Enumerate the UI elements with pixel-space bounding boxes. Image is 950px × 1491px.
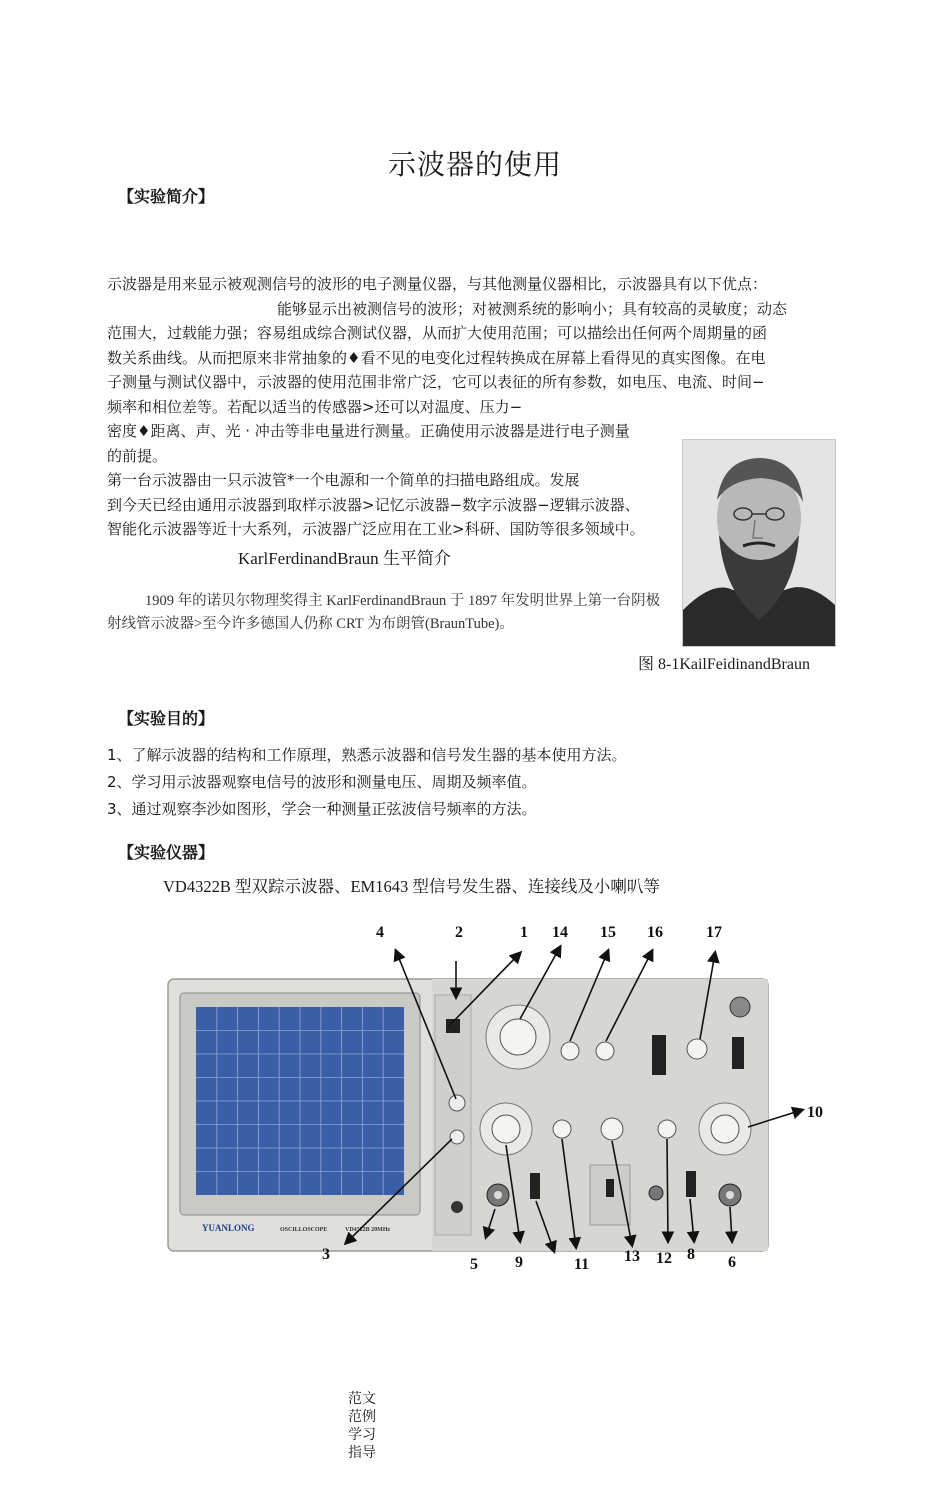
braun-bio-line: 1909 年的诺贝尔物理奖得主 KarlFerdinandBraun 于 1897 年发明世界上第一台阴极: [145, 593, 661, 609]
intensity-knob: [449, 1095, 465, 1111]
figure-caption: 图 8-1KailFeidinandBraun: [638, 656, 810, 673]
scope-model-label: OSCILLOSCOPE: [280, 1227, 328, 1233]
timebase-knob: [500, 1019, 536, 1055]
callout-6: 6: [728, 1254, 736, 1271]
callout-13: 13: [624, 1248, 640, 1265]
purpose-item: 3、通过观察李沙如图形，学会一种测量正弦波信号频率的方法。: [107, 800, 537, 818]
callout-8: 8: [687, 1246, 695, 1263]
footer-line: 学习: [348, 1427, 376, 1443]
focus-knob: [450, 1130, 464, 1144]
braun-portrait-image: [683, 440, 835, 646]
intro-line: 能够显示出被测信号的波形；对被测系统的影响小；具有较高的灵敏度；动态: [277, 299, 788, 318]
intro-paragraph-2: [107, 468, 682, 542]
purpose-item: 2、学习用示波器观察电信号的波形和测量电压、周期及频率值。: [107, 773, 537, 791]
callout-14: 14: [552, 924, 568, 941]
braun-bio-line: 射线管示波器>至今许多德国人仍称 CRT 为布朗管(BraunTube)。: [107, 616, 514, 632]
callout-10: 10: [807, 1104, 823, 1121]
intro-line: 第一台示波器由一只示波管*一个电源和一个简单的扫描电路组成。发展: [107, 471, 580, 489]
callout-4: 4: [376, 924, 384, 941]
callout-9: 9: [515, 1254, 523, 1271]
intro-line: 智能化示波器等近十大系列，示波器广泛应用在工业>科研、国防等很多领域中。: [107, 520, 645, 538]
callout-5: 5: [470, 1256, 478, 1273]
intro-line: 示波器是用来显示被观测信号的波形的电子测量仪器，与其他测量仪器相比，示波器具有以下优点：: [107, 275, 768, 293]
intro-line: 范围大，过载能力强；容易组成综合测试仪器，从而扩大使用范围；可以描绘出任何两个周期量的函: [107, 324, 768, 342]
intro-line: 到今天已经由通用示波器到取样示波器>记忆示波器−数字示波器−逻辑示波器、: [107, 495, 640, 514]
callout-11: 11: [574, 1256, 590, 1273]
callout-16: 16: [647, 924, 663, 941]
cal-terminal: [451, 1201, 463, 1213]
purpose-list: [107, 742, 847, 823]
intro-heading: 【实验简介】: [118, 187, 215, 206]
intro-line: 的前提。: [107, 446, 168, 465]
intro-line: 密度♦距离、声、光 · 冲击等非电量进行测量。正确使用示波器是进行电子测量: [107, 422, 630, 440]
footer-line: 范例: [348, 1409, 376, 1425]
callout-2: 2: [455, 924, 463, 941]
braun-bio: [107, 590, 682, 636]
footer-line: 范文: [348, 1391, 376, 1407]
instruments-text: VD4322B 型双踪示波器、EM1643 型信号发生器、连接线及小喇叭等: [163, 877, 660, 896]
intro-line: 数关系曲线。从而把原来非常抽象的♦看不见的电变化过程转换成在屏幕上看得见的真实图像。在电: [107, 348, 766, 367]
callout-17: 17: [706, 924, 722, 941]
callout-3: 3: [322, 1246, 330, 1263]
callout-15: 15: [600, 924, 616, 941]
braun-portrait: [682, 439, 836, 647]
callout-12: 12: [656, 1250, 672, 1267]
braun-heading: KarlFerdinandBraun 生平简介: [238, 549, 451, 568]
footer-line: 指导: [348, 1445, 376, 1461]
purpose-heading: 【实验目的】: [118, 709, 215, 728]
footer: [348, 1390, 376, 1462]
instruments-heading: 【实验仪器】: [118, 843, 215, 862]
intro-line: 频率和相位差等。若配以适当的传感器>还可以对温度、压力−: [107, 397, 523, 416]
scope-brand: YUANLONG: [202, 1223, 255, 1233]
purpose-item: 1、了解示波器的结构和工作原理，熟悉示波器和信号发生器的基本使用方法。: [107, 746, 627, 764]
oscilloscope-figure: [150, 915, 850, 1280]
callout-1: 1: [520, 924, 528, 941]
intro-line: 子测量与测试仪器中，示波器的使用范围非常广泛，它可以表征的所有参数，如电压、电流、时间−: [107, 373, 765, 391]
scope-model: VD4322B 20MHz: [345, 1227, 391, 1233]
page-title: 示波器的使用: [387, 148, 562, 181]
